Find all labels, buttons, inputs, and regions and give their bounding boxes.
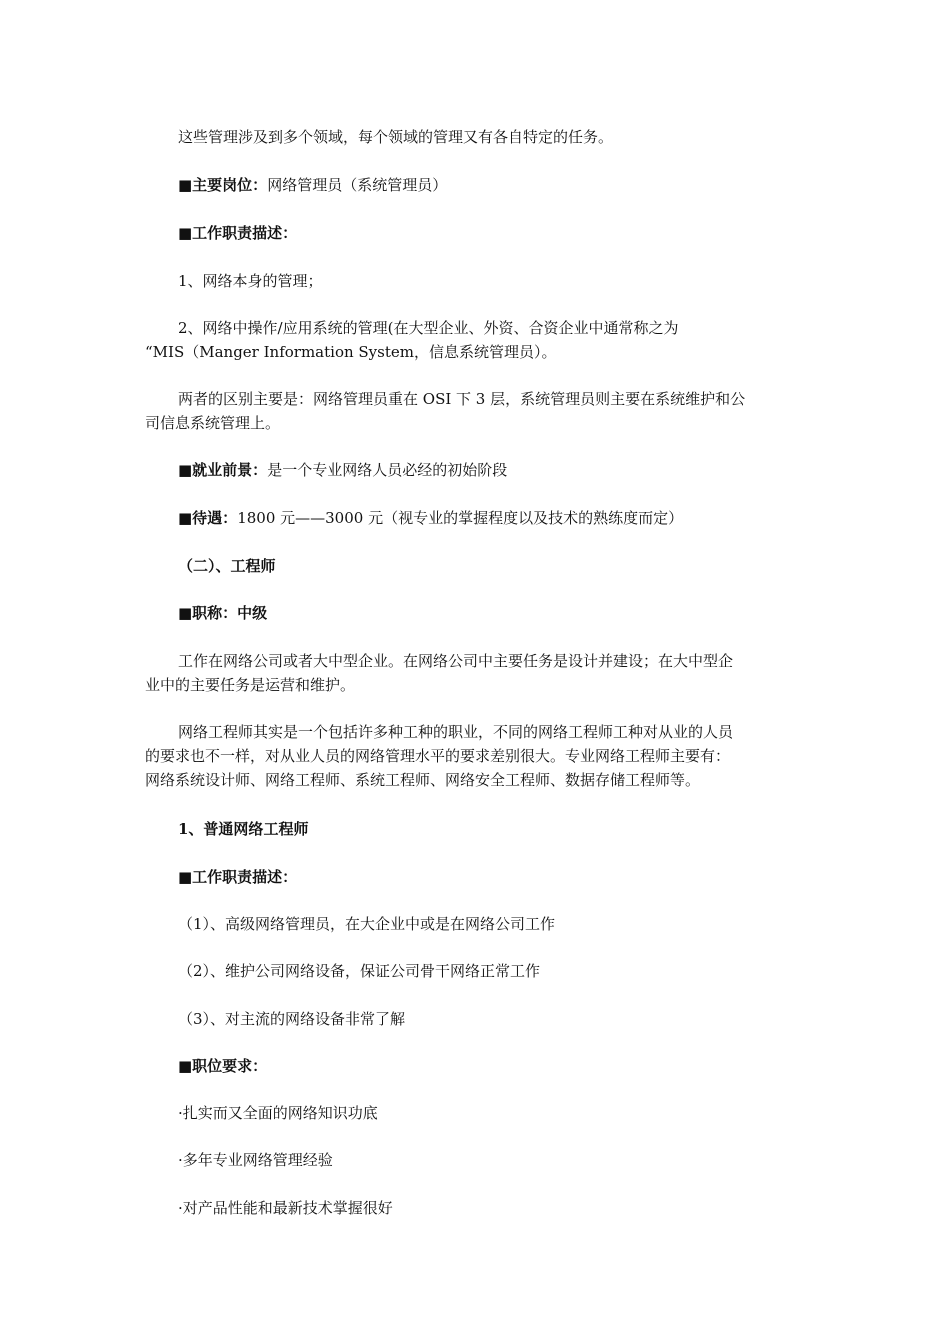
paragraph-intro [145,125,838,149]
title-level-text: ■职称：中级 [178,604,268,622]
main-position-label: ■主要岗位： [178,176,268,194]
requirements-heading [145,1054,838,1078]
salary-value: 1800 元——3000 元（视专业的掌握程度以及技术的熟练度而定） [237,509,684,527]
salary-line [145,506,838,530]
engineer-types-line-2: 的要求也不一样，对从业人员的网络管理水平的要求差别很大。专业网络工程师主要有： [145,747,731,765]
duties-heading-2 [145,865,838,889]
main-position-value: 网络管理员（系统管理员） [267,176,448,194]
duty-item-1 [145,269,838,293]
duty-item-2-line-2: “MIS（Manger Information System，信息系统管理员）。 [145,343,557,361]
duty-list-item-text: （2）、维护公司网络设备，保证公司骨干网络正常工作 [178,962,541,980]
requirement-item-3 [145,1196,838,1220]
subsection-heading-text: 1、普通网络工程师 [178,820,309,838]
requirements-heading-text: ■职位要求： [178,1057,268,1075]
requirement-item-text: ·多年专业网络管理经验 [178,1151,333,1169]
duty-item-2-line-1: 2、网络中操作/应用系统的管理(在大型企业、外资、合资企业中通常称之为 [178,319,679,337]
duty-item-text: 1、网络本身的管理； [178,272,323,290]
difference-paragraph [145,387,805,435]
duty-list-item-3 [145,1007,838,1031]
main-position-line [145,173,838,197]
subsection-heading [145,817,838,841]
title-level-line [145,601,838,625]
duties-heading-text: ■工作职责描述： [178,224,298,242]
duties-heading-2-text: ■工作职责描述： [178,868,298,886]
paragraph-text: 这些管理涉及到多个领域，每个领域的管理又有各自特定的任务。 [178,128,614,146]
section-heading-engineer [145,554,838,578]
requirement-item-text: ·扎实而又全面的网络知识功底 [178,1104,378,1122]
requirement-item-2 [145,1148,838,1172]
engineer-types-paragraph [145,720,805,792]
duty-list-item-text: （3）、对主流的网络设备非常了解 [178,1010,406,1028]
engineer-types-line-1: 网络工程师其实是一个包括许多种工种的职业，不同的网络工程师工种对从业的人员 [178,723,734,741]
duty-list-item-1 [145,912,838,936]
section-heading-text: （二）、工程师 [178,557,276,575]
workplace-paragraph [145,649,805,697]
prospect-line [145,458,838,482]
engineer-types-line-3: 网络系统设计师、网络工程师、系统工程师、网络安全工程师、数据存储工程师等。 [145,771,701,789]
requirement-item-text: ·对产品性能和最新技术掌握很好 [178,1199,393,1217]
salary-label: ■待遇： [178,509,238,527]
duties-heading [145,221,838,245]
difference-line-2: 司信息系统管理上。 [145,414,281,432]
prospect-value: 是一个专业网络人员必经的初始阶段 [267,461,508,479]
duty-list-item-text: （1）、高级网络管理员，在大企业中或是在网络公司工作 [178,915,556,933]
duty-list-item-2 [145,959,838,983]
prospect-label: ■就业前景： [178,461,268,479]
workplace-line-1: 工作在网络公司或者大中型企业。在网络公司中主要任务是设计并建设；在大中型企 [178,652,734,670]
difference-line-1: 两者的区别主要是：网络管理员重在 OSI 下 3 层，系统管理员则主要在系统维护和公 [178,390,746,408]
requirement-item-1 [145,1101,838,1125]
workplace-line-2: 业中的主要任务是运营和维护。 [145,676,356,694]
duty-item-2 [145,316,805,364]
